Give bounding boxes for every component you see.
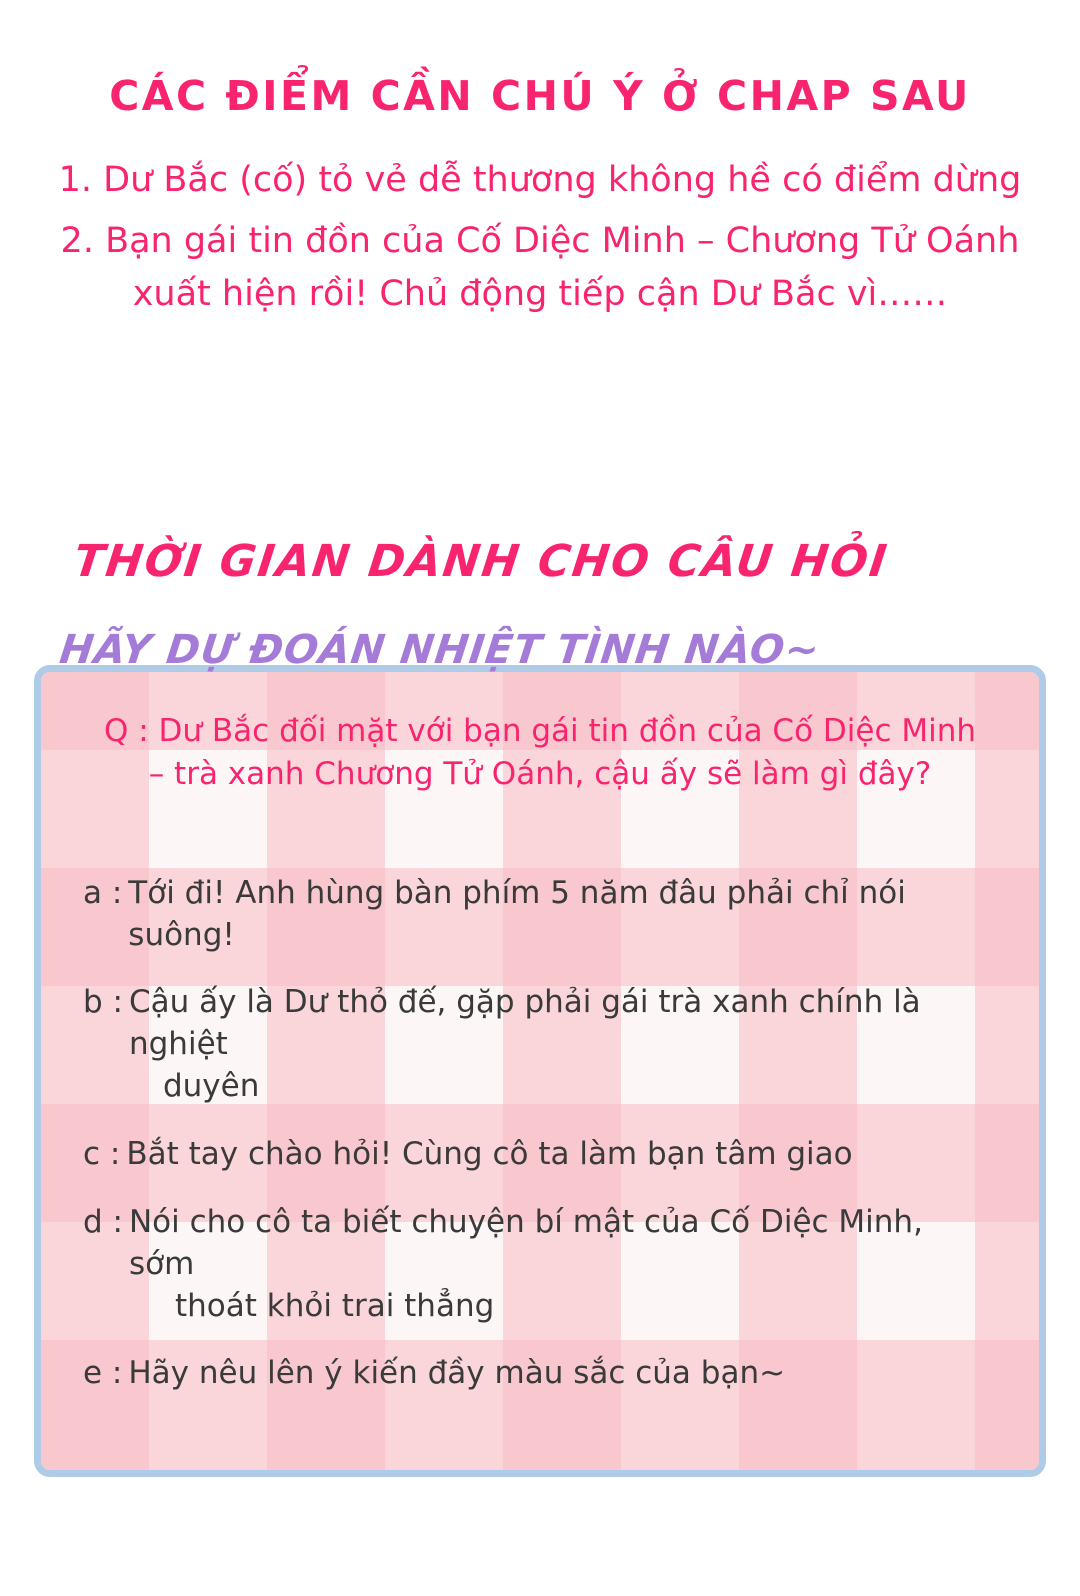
question-time-heading: THỜI GIAN DÀNH CHO CÂU HỎI <box>70 536 892 587</box>
answer-text-line1: Cậu ấy là Dư thỏ đế, gặp phải gái trà xanh chính là nghiệt <box>128 984 921 1063</box>
question-time-subheading: HÃY DỰ ĐOÁN NHIỆT TÌNH NÀO~ <box>57 627 823 673</box>
answer-option-c[interactable] <box>83 1134 997 1176</box>
quiz-question-line1: Q : Dư Bắc đối mặt với bạn gái tin đồn của Cố Diệc Minh <box>103 713 977 749</box>
answer-list <box>75 873 1005 1395</box>
answer-text <box>129 982 997 1108</box>
answer-key: e : <box>83 1355 123 1392</box>
answer-key: d : <box>83 1203 123 1240</box>
answer-text-line2: duyên <box>162 1068 260 1105</box>
answer-text-line1: Nói cho cô ta biết chuyện bí mật của Cố Diệc Minh, sớm <box>128 1203 923 1282</box>
answer-option-d[interactable] <box>83 1202 997 1328</box>
answer-key: c : <box>83 1136 121 1172</box>
quiz-question <box>75 710 1005 797</box>
quiz-question-line2: – trà xanh Chương Tử Oánh, cậu ấy sẽ làm gì đây? <box>148 756 932 793</box>
answer-text: Bắt tay chào hỏi! Cùng cô ta làm bạn tâm giao <box>126 1136 853 1172</box>
notice-item-line1: 2. Bạn gái tin đồn của Cố Diệc Minh – Chương Tử Oánh <box>60 220 1020 261</box>
notice-list <box>0 155 1080 319</box>
quiz-card <box>34 665 1046 1477</box>
notice-item <box>40 155 1040 206</box>
answer-option-b[interactable] <box>83 982 997 1108</box>
notice-title: CÁC ĐIỂM CẦN CHÚ Ý Ở CHAP SAU <box>109 72 971 120</box>
answer-text <box>129 1202 997 1328</box>
quiz-content <box>41 672 1039 1441</box>
answer-text-line2: thoát khỏi trai thẳng <box>174 1287 495 1324</box>
answer-text: Hãy nêu lên ý kiến đầy màu sắc của bạn~ <box>128 1355 786 1392</box>
answer-option-e[interactable] <box>83 1353 997 1395</box>
chapter-notice <box>0 72 1080 319</box>
answer-option-a[interactable] <box>83 873 997 957</box>
answer-key: b : <box>83 984 123 1021</box>
notice-item-line2: xuất hiện rồi! Chủ động tiếp cận Dư Bắc vì…… <box>132 273 948 314</box>
answer-key: a : <box>83 874 123 911</box>
notice-item <box>40 216 1040 320</box>
answer-text: Tới đi! Anh hùng bàn phím 5 năm đâu phải chỉ nói suông! <box>128 874 906 953</box>
notice-item-line1: 1. Dư Bắc (cố) tỏ vẻ dễ thương không hề có điểm dừng <box>58 160 1022 201</box>
